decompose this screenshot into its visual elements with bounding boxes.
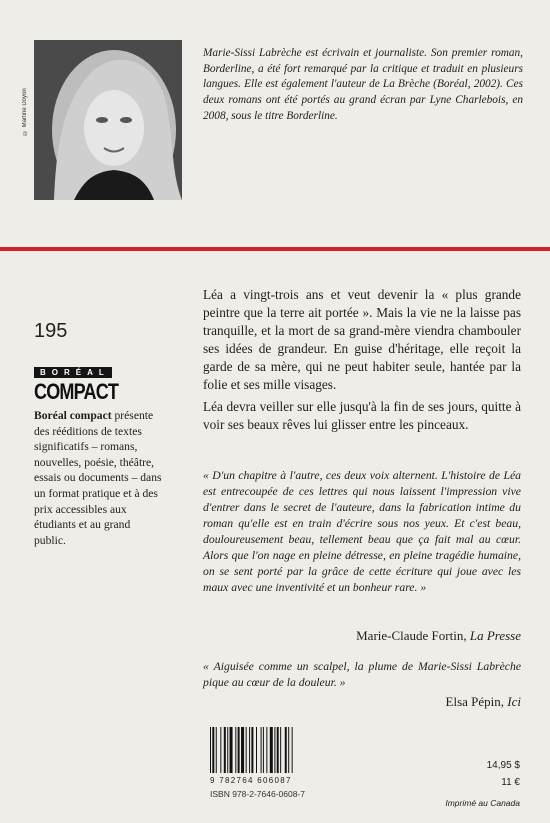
barcode-icon <box>208 727 332 773</box>
series-description-text: présente des rééditions de textes significatifs – romans, nouvelles, poésie, théâtre, essais ou documents – dans un format pratique et à des prix accessibles aux étudiants et au grand public. <box>34 409 162 547</box>
quote-source: La Presse <box>469 628 521 643</box>
price-cad: 14,95 $ <box>486 760 520 771</box>
barcode-bar <box>277 727 279 773</box>
barcode-bar <box>266 727 267 773</box>
quote-attribution <box>446 694 521 710</box>
barcode-bar <box>285 727 287 773</box>
series-name: Boréal compact <box>34 409 112 422</box>
author-portrait-icon <box>34 40 182 200</box>
press-quote: « Aiguisée comme un scalpel, la plume de Marie-Sissi Labrèche pique au cœur de la douleur. » <box>203 660 521 689</box>
barcode-bar <box>235 727 236 773</box>
photo-credit: © Martine Doyon <box>22 88 28 136</box>
barcode-bar <box>261 727 262 773</box>
barcode-bar <box>270 727 273 773</box>
author-bio: Marie-Sissi Labrèche est écrivain et journaliste. Son premier roman, Borderline, a été fort remarqué par la critique et traduit en plusieurs langues. Elle est également l'auteur de La Brèche (Boréal, 2002). Ces deux romans ont été portés au grand écran par Lyne Charlebois, en 2008, sous le titre Borderline. <box>203 47 523 122</box>
quote-author: Elsa Pépin, <box>445 694 505 709</box>
barcode-bar <box>224 727 226 773</box>
price-eur: 11 € <box>501 777 520 788</box>
author-photo <box>34 40 182 200</box>
barcode-bar <box>251 727 253 773</box>
barcode-bar <box>238 727 240 773</box>
barcode-bar <box>263 727 264 773</box>
barcode-bar <box>241 727 244 773</box>
barcode-bar <box>246 727 247 773</box>
barcode-bar <box>230 727 233 773</box>
barcode-bar <box>227 727 228 773</box>
series-number: 195 <box>34 320 68 342</box>
summary-paragraph: Léa devra veiller sur elle jusqu'à la fin de ses jours, quitte à voir ses beaux rêves lui glisser entre les pinceaux. <box>203 399 521 432</box>
printed-in: Imprimé au Canada <box>445 798 520 808</box>
book-summary <box>203 286 521 438</box>
quote-author: Marie-Claude Fortin, <box>356 628 467 643</box>
barcode-bar <box>292 727 293 773</box>
barcode-bar <box>280 727 281 773</box>
barcode-bar <box>249 727 250 773</box>
quote-source: Ici <box>507 694 521 709</box>
barcode-bar <box>288 727 289 773</box>
summary-paragraph: Léa a vingt-trois ans et veut devenir la « plus grande peintre que la terre ait portée ». Mais la vie ne la laisse pas tranquille, et la mort de sa grand-mère viendra chambouler ses idées de grandeur. En guise d'héritage, elle reçoit la garde de sa mère, qui ne peut habiter seule, hantée par la folie et ses mille visages. <box>203 287 521 392</box>
barcode-digits: 9 782764 606087 <box>210 776 292 785</box>
boreal-compact-logo <box>34 362 138 403</box>
red-divider <box>0 247 550 251</box>
barcode-bar <box>216 727 217 773</box>
isbn: ISBN 978-2-7646-0608-7 <box>210 789 305 799</box>
barcode <box>208 727 332 773</box>
barcode-bar <box>210 727 211 773</box>
logo-bottom-text: COMPACT <box>34 379 119 404</box>
logo-top-text: BORÉAL <box>34 367 112 378</box>
barcode-bar <box>212 727 214 773</box>
barcode-bar <box>274 727 275 773</box>
quote-attribution <box>356 628 521 644</box>
series-description <box>34 408 164 548</box>
barcode-bar <box>256 727 257 773</box>
press-quote: « D'un chapitre à l'autre, ces deux voix alternent. L'histoire de Léa est entrecoupée de ces lettres qui nous laissent l'impression vive d'entrer dans le secret de l'auteure, dans la fabrication intime du roman qu'elle est en train d'écrire sous nos yeux. Et c'est beau, douloureusement beau, tellement beau que ça fait mal au cœur. Alors que l'on nage en pleine détresse, en pleine tragédie humaine, on se sent porté par la grâce de cette écriture qui joue avec les maux avec une inventivité et un bonheur rare. » <box>203 469 521 594</box>
barcode-bar <box>220 727 221 773</box>
